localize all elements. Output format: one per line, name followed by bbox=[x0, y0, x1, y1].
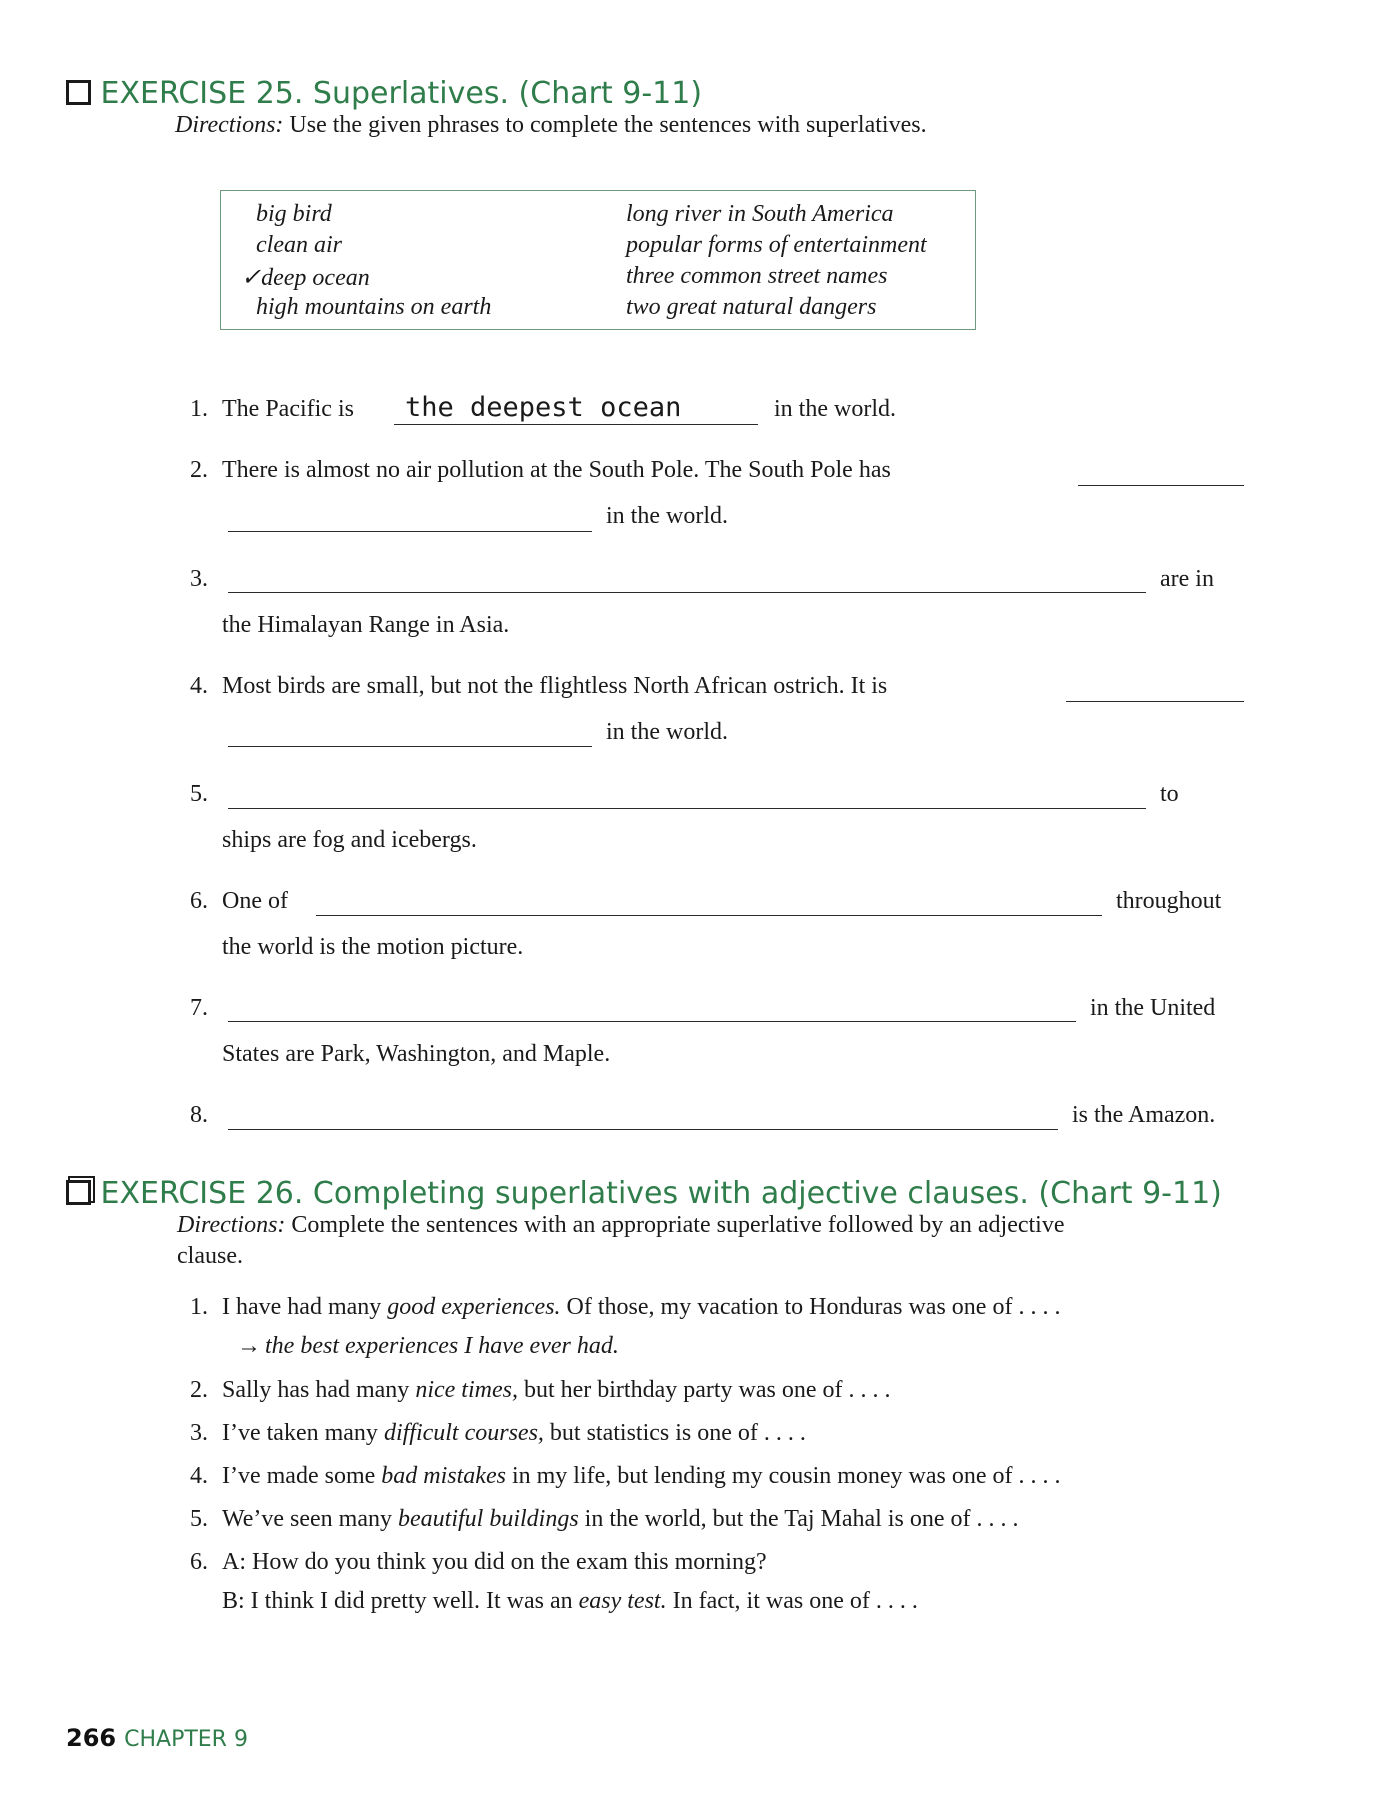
sentence-text: in the world. bbox=[606, 719, 728, 745]
exercise-26-title: EXERCISE 26. Completing superlatives with adjective clauses. (Chart 9-11) bbox=[100, 1176, 1222, 1211]
item-number: 3. bbox=[190, 1420, 208, 1446]
checkbox-square-icon bbox=[66, 80, 91, 105]
checkbox-square-icon bbox=[66, 1180, 91, 1205]
sentence-text: the Himalayan Range in Asia. bbox=[222, 612, 510, 638]
phrase-checked: ✓deep ocean bbox=[241, 265, 370, 291]
page-footer bbox=[66, 1724, 248, 1752]
phrase: three common street names bbox=[626, 263, 888, 289]
answer-blank[interactable] bbox=[1078, 485, 1244, 486]
sentence-text: I’ve taken many difficult courses, but statistics is one of . . . . bbox=[222, 1420, 806, 1446]
handwritten-answer: the deepest ocean bbox=[405, 392, 682, 423]
item-number: 5. bbox=[190, 1506, 208, 1532]
sentence-text: in the world. bbox=[606, 503, 728, 529]
exercise-26-heading bbox=[66, 1176, 1222, 1211]
answer-blank[interactable] bbox=[228, 808, 1146, 809]
item-number: 4. bbox=[190, 1463, 208, 1489]
sentence-text: are in bbox=[1160, 566, 1214, 592]
item-number: 3. bbox=[190, 566, 208, 592]
exercise-25-heading bbox=[66, 76, 702, 111]
example-answer: the best experiences I have ever had. bbox=[265, 1333, 619, 1359]
sentence-text: ships are fog and icebergs. bbox=[222, 827, 477, 853]
sentence-text: States are Park, Washington, and Maple. bbox=[222, 1041, 611, 1067]
sentence-text: in the United bbox=[1090, 995, 1216, 1021]
item-number: 5. bbox=[190, 781, 208, 807]
sentence-text: There is almost no air pollution at the South Pole. The South Pole has bbox=[222, 457, 891, 483]
phrase: clean air bbox=[256, 232, 342, 258]
item-number: 1. bbox=[190, 1294, 208, 1320]
item-number: 2. bbox=[190, 1377, 208, 1403]
example-arrow-icon: → bbox=[237, 1333, 261, 1359]
phrase: long river in South America bbox=[626, 201, 894, 227]
page-number: 266 bbox=[66, 1724, 117, 1752]
chapter-label: CHAPTER 9 bbox=[124, 1727, 248, 1752]
answer-blank[interactable] bbox=[228, 1021, 1076, 1022]
sentence-text: I have had many good experiences. Of those, my vacation to Honduras was one of . . . . bbox=[222, 1294, 1061, 1320]
sentence-text: We’ve seen many beautiful buildings in the world, but the Taj Mahal is one of . . . . bbox=[222, 1506, 1019, 1532]
phrase: high mountains on earth bbox=[256, 294, 492, 320]
item-number: 2. bbox=[190, 457, 208, 483]
item-number: 6. bbox=[190, 1549, 208, 1575]
answer-blank[interactable] bbox=[228, 592, 1146, 593]
item-number: 8. bbox=[190, 1102, 208, 1128]
answer-blank[interactable] bbox=[394, 424, 758, 425]
sentence-text: in the world. bbox=[774, 396, 896, 422]
answer-blank[interactable] bbox=[316, 915, 1102, 916]
sentence-text: I’ve made some bad mistakes in my life, but lending my cousin money was one of . . . . bbox=[222, 1463, 1061, 1489]
exercise-25-directions: Directions: Use the given phrases to complete the sentences with superlatives. bbox=[175, 112, 927, 138]
sentence-text: is the Amazon. bbox=[1072, 1102, 1216, 1128]
answer-blank[interactable] bbox=[228, 531, 592, 532]
sentence-text: Most birds are small, but not the flightless North African ostrich. It is bbox=[222, 673, 888, 699]
sentence-text: to bbox=[1160, 781, 1179, 807]
sentence-text: throughout bbox=[1116, 888, 1222, 914]
answer-blank[interactable] bbox=[1066, 701, 1244, 702]
phrase: popular forms of entertainment bbox=[626, 232, 927, 258]
exercise-26-directions: Directions: Complete the sentences with an appropriate superlative followed by an adjective bbox=[177, 1212, 1065, 1238]
exercise-25-title: EXERCISE 25. Superlatives. (Chart 9-11) bbox=[100, 76, 703, 111]
sentence-text: the world is the motion picture. bbox=[222, 934, 524, 960]
exercise-26-directions-cont: clause. bbox=[177, 1243, 243, 1269]
sentence-text: One of bbox=[222, 888, 288, 914]
phrase: big bird bbox=[256, 201, 332, 227]
sentence-text: The Pacific is bbox=[222, 396, 354, 422]
answer-blank[interactable] bbox=[228, 746, 592, 747]
item-number: 1. bbox=[190, 396, 208, 422]
item-number: 7. bbox=[190, 995, 208, 1021]
phrase-box bbox=[220, 190, 976, 330]
item-number: 4. bbox=[190, 673, 208, 699]
item-number: 6. bbox=[190, 888, 208, 914]
sentence-text: A: How do you think you did on the exam this morning? bbox=[222, 1549, 767, 1575]
sentence-text: Sally has had many nice times, but her birthday party was one of . . . . bbox=[222, 1377, 891, 1403]
phrase: two great natural dangers bbox=[626, 294, 877, 320]
sentence-text: B: I think I did pretty well. It was an easy test. In fact, it was one of . . . . bbox=[222, 1588, 918, 1614]
answer-blank[interactable] bbox=[228, 1129, 1058, 1130]
